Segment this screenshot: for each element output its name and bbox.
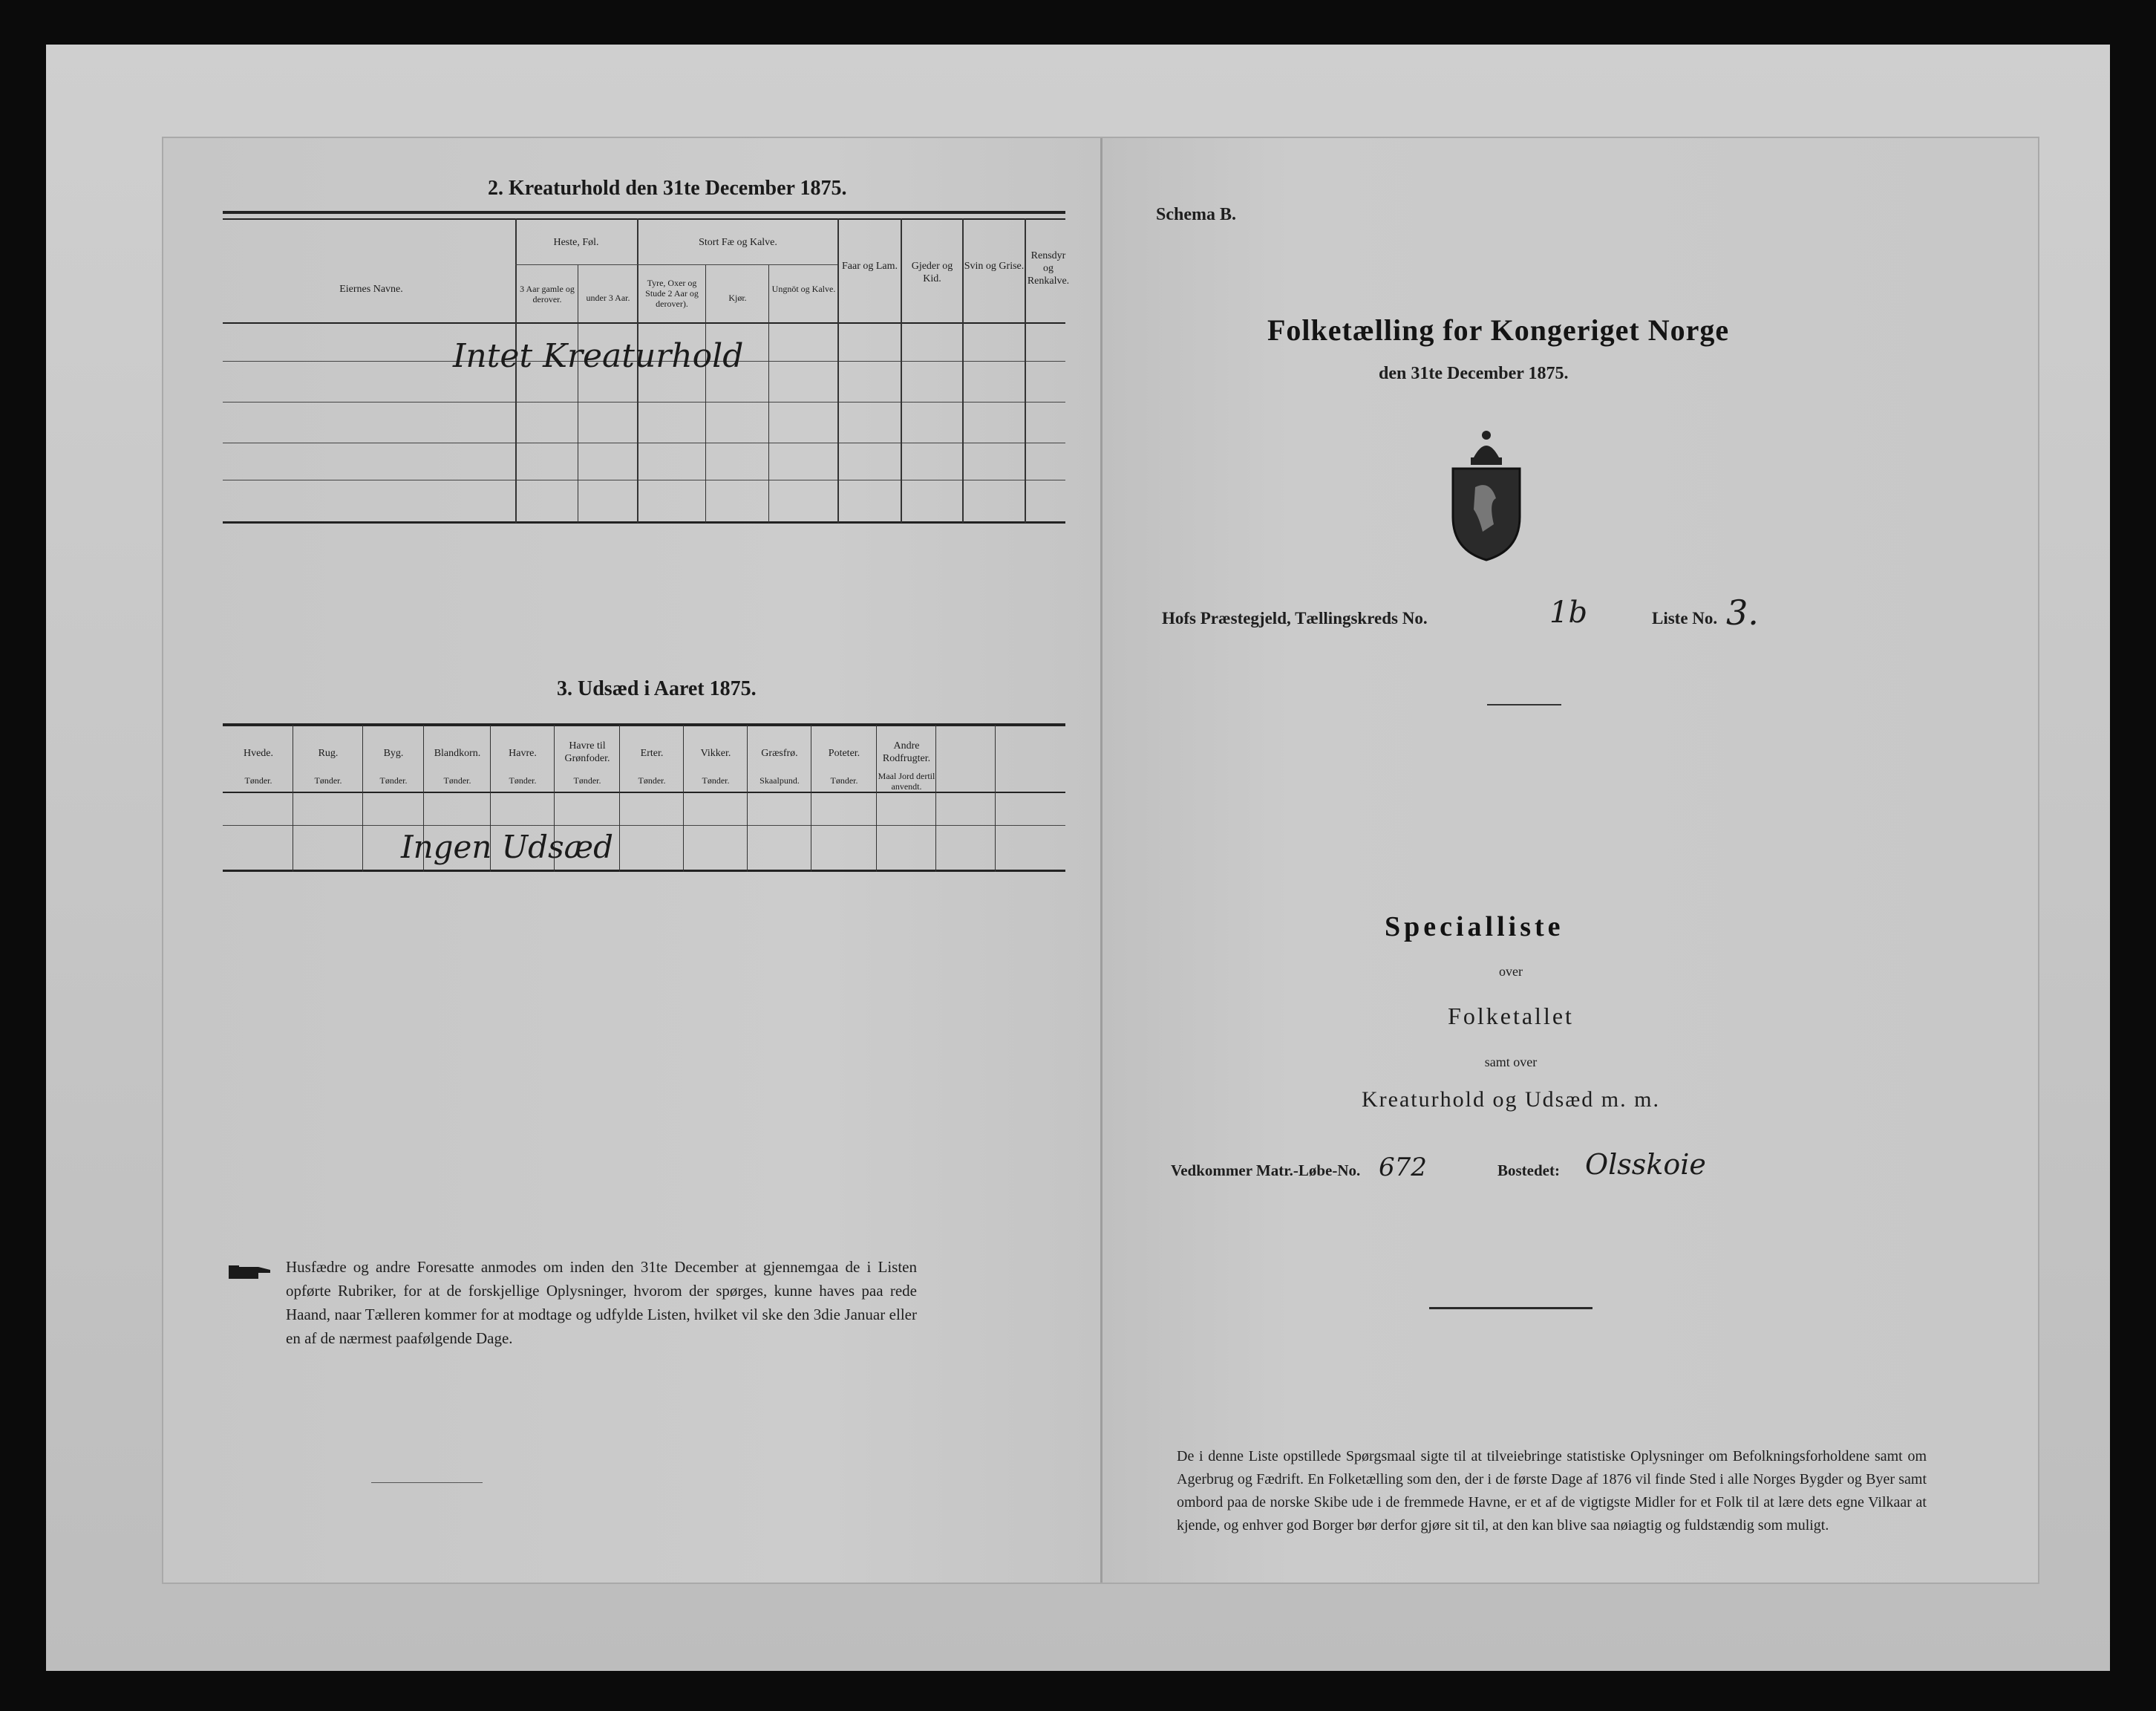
col-divider [935,725,936,872]
seed-col-unit: Tønder. [314,775,342,786]
seed-col-unit: Tønder. [443,775,471,786]
divider [1429,1307,1592,1309]
left-page [163,138,1102,1583]
seed-col-unit: Tønder. [702,775,730,786]
seed-col-name: Rug. [318,748,339,759]
district-number: 1b [1549,596,1588,630]
col-bulls: Tyre, Oxer og Stude 2 Aar og derover). [645,278,699,309]
livestock-heading: 2. Kreaturhold den 31te December 1875. [488,177,847,200]
handwritten-no-livestock: Intet Kreaturhold [453,337,744,375]
seed-bottom-rule [223,870,1065,872]
handwritten-no-seed: Ingen Udsæd [401,829,613,865]
bosted-value: Olsskoie [1585,1148,1706,1181]
seed-top-rule [223,723,1065,726]
table-top-rule [223,211,1065,214]
seed-col-unit: Tønder. [573,775,601,786]
col-divider [747,725,748,872]
coat-of-arms-icon [1446,428,1527,561]
parish-label: Hofs Præstegjeld, Tællingskreds No. [1162,609,1428,628]
seed-col-name: Erter. [640,748,664,759]
bosted-label: Bostedet: [1497,1161,1560,1179]
seed-col-name: Havre til Grønfoder. [564,740,610,764]
list-label: Liste No. [1652,609,1718,628]
divider [1487,704,1561,705]
col-divider [768,264,769,523]
col-cows: Kjør. [728,293,747,303]
matr-number: 672 [1379,1153,1427,1182]
schema-label: Schema B. [1156,205,1236,224]
seed-col-unit: Tønder. [509,775,537,786]
col-divider [362,725,363,872]
seed-col-name: Hvede. [243,748,274,759]
over-label: over [1499,964,1523,979]
group-horses: Heste, Føl. [553,237,599,248]
col-horses-young: under 3 Aar. [586,293,630,303]
seed-col-name: Byg. [383,748,404,759]
kreaturhold-heading: Kreaturhold og Udsæd m. m. [1362,1087,1660,1112]
col-goats: Gjeder og Kid. [911,261,953,284]
census-title: Folketælling for Kongeriget Norge [1267,313,1730,347]
notice-text: Husfædre og andre Foresatte anmodes om inden den 31te December at gjennemgaa de i Listen opførte Rubriker, for at de forskjellige Oplysninger, hvorom der spørges, kunne haves paa rede Haand, naar Tælleren kommer for at modtage og udfylde Listen, hvilket vil ske den 3die Januar eller en af de nærmest paafølgende Dage. [286,1258,917,1347]
seed-col-name: Havre. [509,748,537,759]
col-divider [876,725,877,872]
seed-col-unit: Tønder. [830,775,858,786]
document-spread [163,138,2038,1583]
seed-col-unit: Skaalpund. [760,775,800,786]
col-pigs: Svin og Grise. [964,261,1025,272]
col-horses-old: 3 Aar gamle og derover. [520,284,575,304]
samt-over-label: samt over [1484,1055,1538,1069]
col-divider [619,725,620,872]
seed-col-name: Græsfrø. [761,748,798,759]
page-footer-mark [371,1482,483,1483]
table-bottom-rule [223,521,1065,524]
seed-col-name: Poteter. [828,748,860,759]
seed-col-name: Andre Rodfrugter. [882,740,931,764]
seed-header-rule [223,792,1065,793]
seed-col-unit: Tønder. [638,775,666,786]
col-sheep: Faar og Lam. [841,261,898,272]
seed-col-name: Blandkorn. [434,748,481,759]
list-number: 3. [1726,593,1759,633]
folketallet-heading: Folketallet [1448,1003,1574,1029]
col-divider [683,725,684,872]
seed-col-unit: Tønder. [379,775,408,786]
table-header-rule [223,322,1065,324]
seed-col-name: Vikker. [700,748,731,759]
pointing-hand-icon [229,1261,273,1283]
seed-row-line [223,825,1065,826]
group-header-line [515,264,837,265]
seed-col-unit: Maal Jord dertil anvendt. [878,771,935,792]
info-text: De i denne Liste opstillede Spørgsmaal sigte til at tilveiebringe statistiske Oplysninger om Befolkningsforholdene samt om Agerbrug og Fædrift. En Folketælling som den, der i de første Dage af 1876 vil finde Sted i alle Norges Bygder og Byer samt ombord paa de norske Skibe ude i de fremmede Havne, er et af de vigtigste Midler for et Folk til at lære dets egne Vilkaar at kjende, og enhver god Borger bør derfor gjøre sit til, at den kan blive saa nøiagtig og fuldstændig som muligt. [1177,1448,1927,1534]
col-young-cattle: Ungnöt og Kalve. [771,284,836,294]
matr-label: Vedkommer Matr.-Løbe-No. [1171,1161,1361,1179]
specialliste-heading: Specialliste [1385,911,1564,942]
table-top-rule-2 [223,218,1065,220]
col-divider [995,725,996,872]
col-reindeer: Rensdyr og Renkalve. [1027,250,1070,287]
census-date: den 31te December 1875. [1379,364,1569,383]
col-divider [705,264,706,523]
group-cattle: Stort Fæ og Kalve. [699,237,777,248]
table-row-line [223,402,1065,403]
seed-col-unit: Tønder. [244,775,272,786]
seed-heading: 3. Udsæd i Aaret 1875. [557,677,757,700]
right-page [1102,138,2038,1583]
col-owner-name: Eiernes Navne. [339,284,403,295]
